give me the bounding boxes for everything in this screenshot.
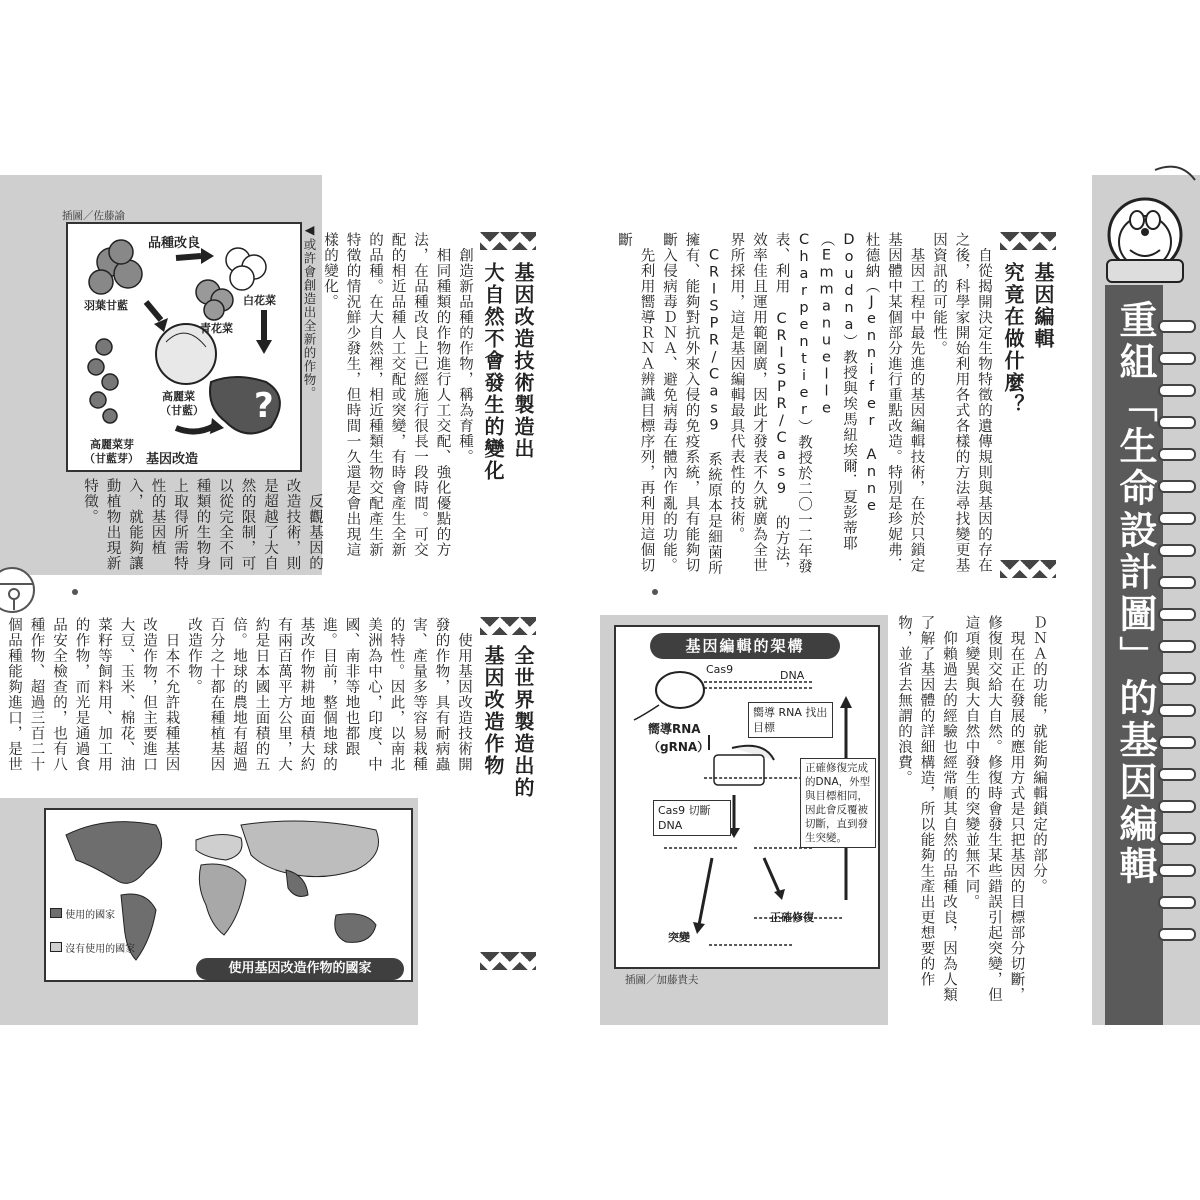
breeding-credit: 插圖／佐藤諭 <box>62 210 125 222</box>
section1-p2: 基因工程中最先進的基因編輯技術，在於只鎖定基因體中某個部分進行重點改造。特別是珍妮弗．杜德納（Jennifer Anne Doudna）教授與埃馬紐埃爾．夏彭蒂耶（Emmanuelle Charpentier）教授於二〇一二年發表、利用 CRISPR/Cas9 的方法，效率佳且運用範圍廣，因此才發表不久就廣為全世界所採用，這是基因編輯最具代表性的技術。 <box>728 232 925 577</box>
bell-icon <box>0 560 40 620</box>
section1-text <box>616 232 995 577</box>
breeding-label-sprouts: 高麗菜芽 <box>90 438 134 451</box>
section3-p2: 日本不允許栽種基因改造作物，但主要進口大豆、玉米、棉花、油菜籽等飼料用、加工用的作物，而光是通過食品安全檢查的，也有八種作物、超過三百二十個品種能夠進口，是世 <box>6 617 180 772</box>
zigzag-ornament-s1-bottom <box>1000 560 1056 578</box>
section1-cont-p1: ＤＮＡ的功能，就能夠編輯鎖定的部分。 <box>1031 615 1047 894</box>
section2-text <box>322 232 476 572</box>
zigzag-ornament-s3-bottom <box>480 952 536 970</box>
section2-p2: 相同種類的作物進行人工交配、強化優點的方法，在品種改良上已經施行很長一段時間。可交配的相近品種人工交配或突變，有時會產生全新的品種。在大自然裡，相近種類生物交配產生新特徵的情況鮮少發生，但時間一久還是會出現這樣的變化。 <box>322 232 451 558</box>
diagram-box-guide: 嚮導 RNA 找出目標 <box>748 702 833 738</box>
map-legend-not-used <box>50 940 135 955</box>
breeding-label-cabbage-sub: （甘藍） <box>160 404 204 417</box>
diagram-editing-credit: 插圖／加藤貴夫 <box>625 974 699 986</box>
doraemon-character-icon <box>1085 160 1200 290</box>
chapter-title: 重組「生命設計圖」的基因編輯 <box>1113 300 1157 888</box>
section3-p1: 使用基因改造技術開發的作物，具有耐病蟲害、產量多等容易栽種的特性。因此，以南北美洲為中心，印度、中國、南非等地也都跟進。目前，整個地球的基改作物耕地面積大約有兩百萬平方公里，大約是日本國土面積的五倍。地球的農地有超過百分之十都在種植基因改造作物。 <box>186 617 472 772</box>
section2-heading-line1: 基因改造技術製造出 <box>511 262 535 460</box>
section2-heading-line2: 大自然不會發生的變化 <box>481 262 505 482</box>
section3-heading-line2: 基因改造作物 <box>481 645 505 777</box>
diagram-editing-title: 基因編輯的架構 <box>650 633 840 659</box>
breeding-label-sprouts-sub: （甘藍芽） <box>84 452 139 465</box>
diagram-label-grna-sub: （gRNA） <box>648 740 710 754</box>
page-dot-right <box>652 589 658 595</box>
map-title: 使用基因改造作物的國家 <box>196 958 404 980</box>
page-dot-left <box>72 589 78 595</box>
section1-p1: 自從揭開決定生物特徵的遺傳規則與基因的存在之後，科學家開始利用各式各樣的方法尋找變更基因資訊的可能性。 <box>931 232 992 573</box>
breeding-label-unknown: ? <box>254 386 274 426</box>
zigzag-ornament-s2 <box>480 232 536 250</box>
legend-swatch-used <box>50 908 62 918</box>
zigzag-ornament-s3 <box>480 617 536 635</box>
breeding-label-broccoli: 青花菜 <box>200 322 233 335</box>
legend-swatch-not-used <box>50 942 62 952</box>
section1-cont-p2: 現在正在發展的應用方式是只把基因的目標部分切斷，修復則交給大自然。修復時會發生某些錯誤引起突變，但這項變異與大自然中發生的突變並無不同。 <box>963 615 1025 1003</box>
zigzag-ornament-s1 <box>1000 232 1056 250</box>
diagram-label-correct-repair: 正確修復 <box>770 911 814 924</box>
section1-heading-line2: 究竟在做什麼？ <box>1001 262 1025 416</box>
section1-p3: CRISPR/Cas9 系統原本是細菌所擁有、能夠對抗外來入侵的免疫系統，具有能夠切斷入侵病毒ＤＮＡ、避免病毒在體內作亂的功能。 <box>661 232 722 576</box>
diagram-box-repair: 正確修復完成的DNA，外型與目標相同，因此會反覆被切斷，直到發生突變。 <box>800 758 876 848</box>
diagram-label-mutation: 突變 <box>668 931 690 944</box>
legend-used-label: 使用的國家 <box>65 910 116 921</box>
section3-text <box>6 617 475 777</box>
section2-p1: 創造新品種的作物，稱為育種。 <box>457 232 473 465</box>
breeding-label-gm: 基因改造 <box>146 452 199 467</box>
section1-continued-text <box>890 615 1050 1010</box>
section1-cont-p3: 仰賴過去的經驗也經常順其自然的品種改良，因為人類了解了基因體的詳細構造，所以能夠生產出更想要的作物，並省去無謂的浪費。 <box>896 615 957 1003</box>
section3-heading-line1: 全世界製造出的 <box>511 645 535 799</box>
breeding-label-top: 品種改良 <box>148 236 201 251</box>
section1-p4: 先利用嚮導ＲＮＡ辨識目標序列，再利用這個切斷 <box>616 232 655 573</box>
breeding-illustration <box>66 222 298 468</box>
legend-not-used-label: 沒有使用的國家 <box>65 944 136 955</box>
breeding-label-cauliflower: 白花菜 <box>243 294 276 307</box>
map-legend-used <box>50 906 115 921</box>
section2-text-lower: 反觀基因的改造技術，則是超越了大自然的限制，可以從完全不同種類的生物身上取得所需特性的基因植入，就能夠讓動植物出現新特徵。 <box>82 478 323 571</box>
diagram-label-cas9: Cas9 <box>706 663 734 676</box>
diagram-label-dna: DNA <box>780 669 805 682</box>
diagram-box-cut: Cas9 切斷 DNA <box>653 800 731 836</box>
breeding-label-cabbage: 高麗菜 <box>162 390 195 403</box>
breeding-caption: ◀或許會創造出全新的作物。 <box>302 222 317 400</box>
diagram-label-grna: 嚮導RNA <box>648 722 701 736</box>
section1-heading-line1: 基因編輯 <box>1031 262 1055 350</box>
breeding-label-kale: 羽葉甘藍 <box>84 299 128 312</box>
